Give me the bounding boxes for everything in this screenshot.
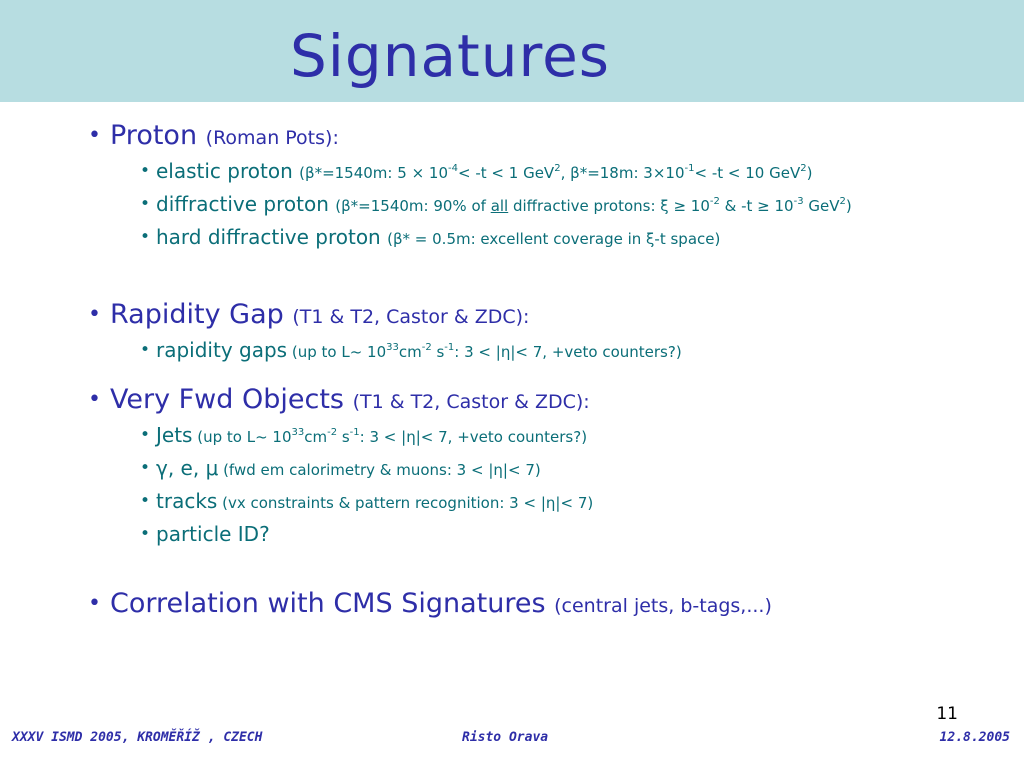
sub-bullet-jets (140, 420, 1018, 453)
sub-bullet-particle-id (140, 519, 1018, 550)
bullet-heading: Proton (110, 120, 198, 151)
sub-bullet-detail: (β* = 0.5m: excellent coverage in ξ-t space) (387, 230, 721, 248)
sub-bullet-label: γ, e, μ (156, 456, 219, 480)
bullet-icon: • (88, 123, 101, 148)
sub-bullet-icon: • (140, 458, 151, 478)
sub-bullet-icon: • (140, 227, 151, 247)
bullet-rapidity-gap (88, 297, 1018, 335)
sub-bullet-tracks (140, 486, 1018, 519)
sub-bullet-detail: (β*=1540m: $5 \times 10^{-4}< -t < 1$ GeV$^2$, β*=18m: $3\times 10^{-1}< -t < 10$ GeV$^2$) (299, 163, 813, 182)
sub-bullet-icon: • (140, 194, 151, 214)
slide-content (88, 118, 1018, 624)
sub-bullet-label: rapidity gaps (156, 338, 288, 362)
bullet-icon: • (88, 591, 101, 616)
sub-bullet-rapidity-gaps (140, 335, 1018, 368)
sub-bullet-label: particle ID? (156, 522, 270, 546)
sub-bullet-label: diffractive proton (156, 192, 329, 216)
bullet-note: (Roman Pots): (205, 127, 339, 149)
sub-bullet-elastic-proton (140, 156, 1018, 189)
sub-bullet-detail: (up to L~ $10^{33}cm^{-2}$ $s^{-1}$: 3 < |η|< 7, +veto counters?) (192, 427, 588, 446)
sub-bullet-icon: • (140, 491, 151, 511)
sub-bullet-detail: (β*=1540m: 90% of all diffractive protons: $\xi \ge 10^{-2}$ & $-t \ge 10^{-3}$ GeV$^2$) (335, 196, 852, 215)
sub-bullet-detail: (up to L~ $10^{33}cm^{-2}$ $s^{-1}$: 3 < |η|< 7, +veto counters?) (287, 342, 682, 361)
sub-bullet-detail: (fwd em calorimetry & muons: 3 < |η|< 7) (218, 461, 541, 479)
sub-bullet-label: elastic proton (156, 159, 293, 183)
bullet-proton (88, 118, 1018, 156)
bullet-heading: Rapidity Gap (110, 299, 284, 330)
bullet-note: (T1 & T2, Castor & ZDC): (352, 391, 590, 413)
sub-bullet-hard-diffractive-proton (140, 222, 1018, 255)
bullet-heading: Very Fwd Objects (110, 384, 344, 415)
sub-bullet-label: tracks (156, 489, 218, 513)
sub-bullet-icon: • (140, 425, 151, 445)
bullet-note: (T1 & T2, Castor & ZDC): (292, 306, 530, 328)
sub-bullet-diffractive-proton (140, 189, 1018, 222)
footer-date: 12.8.2005 (939, 730, 1010, 745)
sub-bullet-icon: • (140, 161, 151, 181)
bullet-note: (central jets, b-tags,...) (554, 595, 772, 617)
sub-bullet-label: hard diffractive proton (156, 225, 381, 249)
footer-author: Risto Orava (462, 730, 549, 745)
sub-bullet-label: Jets (156, 423, 193, 447)
sub-bullet-detail: (vx constraints & pattern recognition: 3 < |η|< 7) (217, 494, 594, 512)
footer-conference: XXXV ISMD 2005, KROMĚŘÍŽ , CZECH (12, 730, 263, 745)
bullet-very-fwd-objects (88, 382, 1018, 420)
sub-bullet-icon: • (140, 524, 151, 544)
sub-bullet-icon: • (140, 340, 151, 360)
bullet-heading: Correlation with CMS Signatures (110, 588, 546, 619)
slide-title: Signatures (289, 22, 611, 90)
slide-number: 11 (936, 704, 958, 724)
bullet-correlation-cms (88, 586, 1018, 624)
bullet-icon: • (88, 387, 101, 412)
sub-bullet-gamma-e-mu (140, 453, 1018, 486)
bullet-icon: • (88, 302, 101, 327)
